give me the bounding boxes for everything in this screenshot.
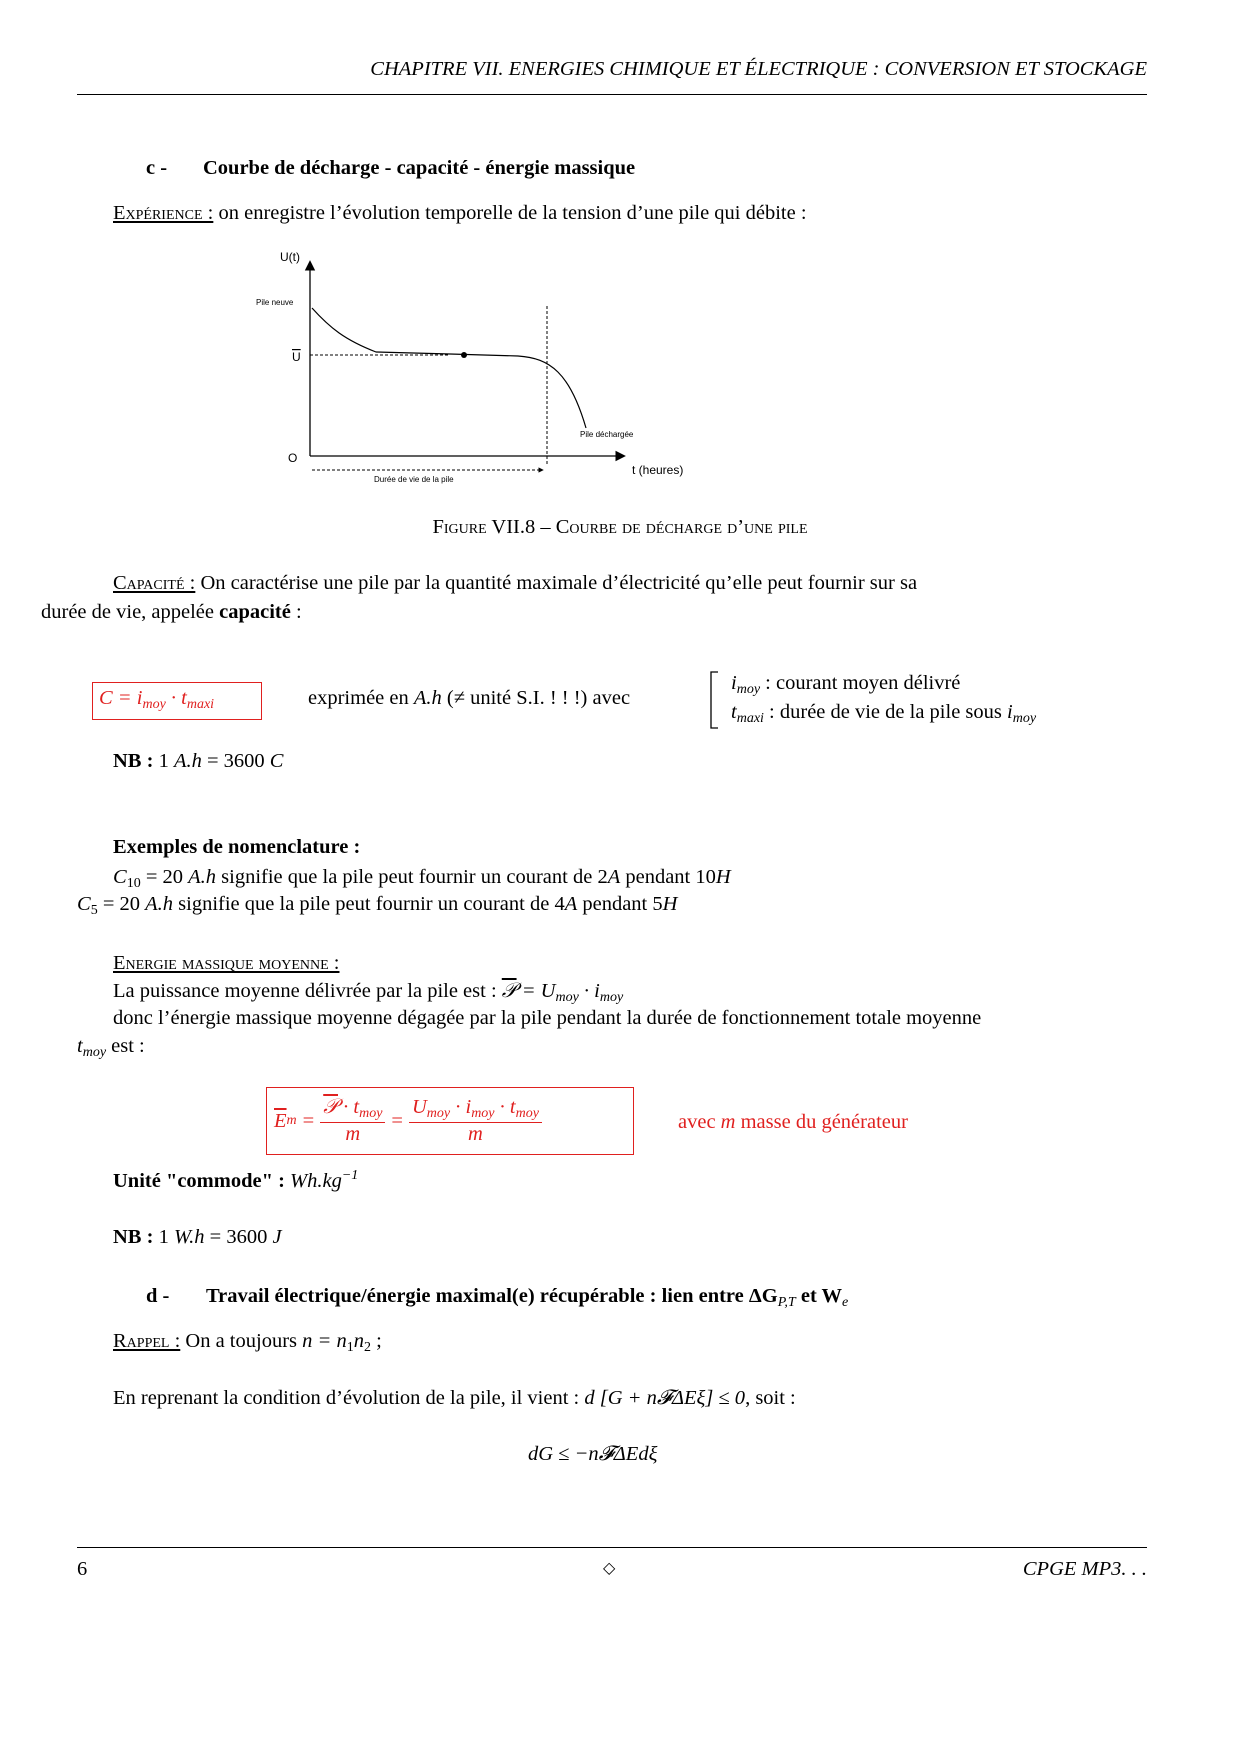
x-axis-label: t (heures)	[632, 463, 684, 477]
energie-massique-label: Energie massique moyenne :	[113, 952, 340, 974]
energy-fraction-1: $\frac{𝒫 \cdot t_{moy}}{m}$	[320, 1096, 385, 1146]
unite-commode: Unité "commode" : $Wh.kg^{-1}$	[113, 1168, 359, 1192]
condition-line: En reprenant la condition d’évolution de la pile, il vient : d [G + n𝓕ΔEξ] ≤ 0, soit :	[113, 1387, 796, 1409]
experience-line	[113, 202, 807, 225]
definition-bracket	[708, 670, 722, 730]
puissance-line: La puissance moyenne délivrée par la pile est : 𝒫 = $U_{moy} \cdot i_{moy}$	[113, 980, 624, 1005]
pile-dechargee-label: Pile déchargée	[580, 430, 634, 439]
figure-caption: Figure VII.8 – Courbe de décharge d’une pile	[432, 516, 808, 538]
page-number: 6	[77, 1558, 88, 1580]
capacity-formula: $C = i_{moy} \cdot t_{maxi}$	[99, 687, 215, 712]
nb-ah-conversion: NB : 1 A.h = 3600 C	[113, 750, 284, 772]
final-equation: dG ≤ −n𝓕ΔEdξ	[528, 1443, 658, 1465]
footer-rule	[77, 1547, 1147, 1548]
exemple-c10: C10 = 20 A.h signifie que la pile peut fournir un courant de 2A pendant 10H	[113, 866, 731, 891]
mean-point	[461, 352, 467, 358]
energy-formula: $\overline{E}$ m = $\frac{𝒫 \cdot t_{moy}}{m}$ = $\frac{U_{moy} \cdot i_{moy} \cdot t_{moy}}{m}$	[274, 1092, 542, 1150]
capacite-paragraph: Capacité : On caractérise une pile par la quantité maximale d’électricité qu’elle peut fournir sur sa durée de vie, appelée capacité :	[41, 572, 918, 623]
experience-text: on enregistre l’évolution temporelle de la tension d’une pile qui débite :	[218, 202, 807, 224]
exemple-c5: C5 = 20 A.h signifie que la pile peut fournir un courant de 4A pendant 5H	[77, 893, 678, 918]
footer-symbol: ◇	[603, 1560, 616, 1577]
definition-imoy: $i_{moy}$ : courant moyen délivré	[731, 672, 961, 697]
footer-right: CPGE MP3. . .	[1022, 1558, 1147, 1580]
rappel-line: Rappel : On a toujours n = n1n2 ;	[113, 1330, 382, 1355]
section-c-label: c -	[146, 157, 168, 179]
pile-neuve-label: Pile neuve	[256, 298, 294, 307]
energy-formula-note: avec m masse du générateur	[678, 1111, 908, 1133]
nb-wh-conversion: NB : 1 W.h = 3600 J	[113, 1226, 282, 1248]
running-header: CHAPITRE VII. ENERGIES CHIMIQUE ET ÉLECTRIQUE : CONVERSION ET STOCKAGE	[370, 58, 1147, 80]
energie-line-3: $t_{moy}$ est :	[77, 1035, 145, 1060]
definition-tmaxi: $t_{maxi}$ : durée de vie de la pile sous $i_{moy}$	[731, 701, 1037, 726]
header-rule	[77, 94, 1147, 95]
section-d-label: d -	[146, 1285, 170, 1307]
discharge-curve	[312, 308, 586, 428]
section-c-title: Courbe de décharge - capacité - énergie massique	[203, 157, 636, 179]
y-axis-label: U(t)	[280, 250, 300, 264]
experience-label: Expérience :	[113, 202, 214, 224]
discharge-curve-figure	[250, 248, 710, 488]
origin-label: O	[288, 451, 298, 465]
duration-label: Durée de vie de la pile	[374, 475, 454, 484]
capacite-label: Capacité :	[113, 572, 196, 594]
energie-line-2: donc l’énergie massique moyenne dégagée par la pile pendant la durée de fonctionnement totale moyenne	[113, 1007, 982, 1029]
capacity-unit-text: exprimée en A.h (≠ unité S.I. ! ! !) avec	[308, 687, 631, 709]
u-bar-label: U	[292, 350, 301, 364]
exemples-title: Exemples de nomenclature :	[113, 836, 361, 858]
energy-fraction-2: $\frac{U_{moy} \cdot i_{moy} \cdot t_{moy}}{m}$	[409, 1096, 542, 1146]
section-d-title: Travail électrique/énergie maximal(e) récupérable : lien entre $\Delta G_{P,T}$ et $W_e$	[206, 1285, 849, 1310]
